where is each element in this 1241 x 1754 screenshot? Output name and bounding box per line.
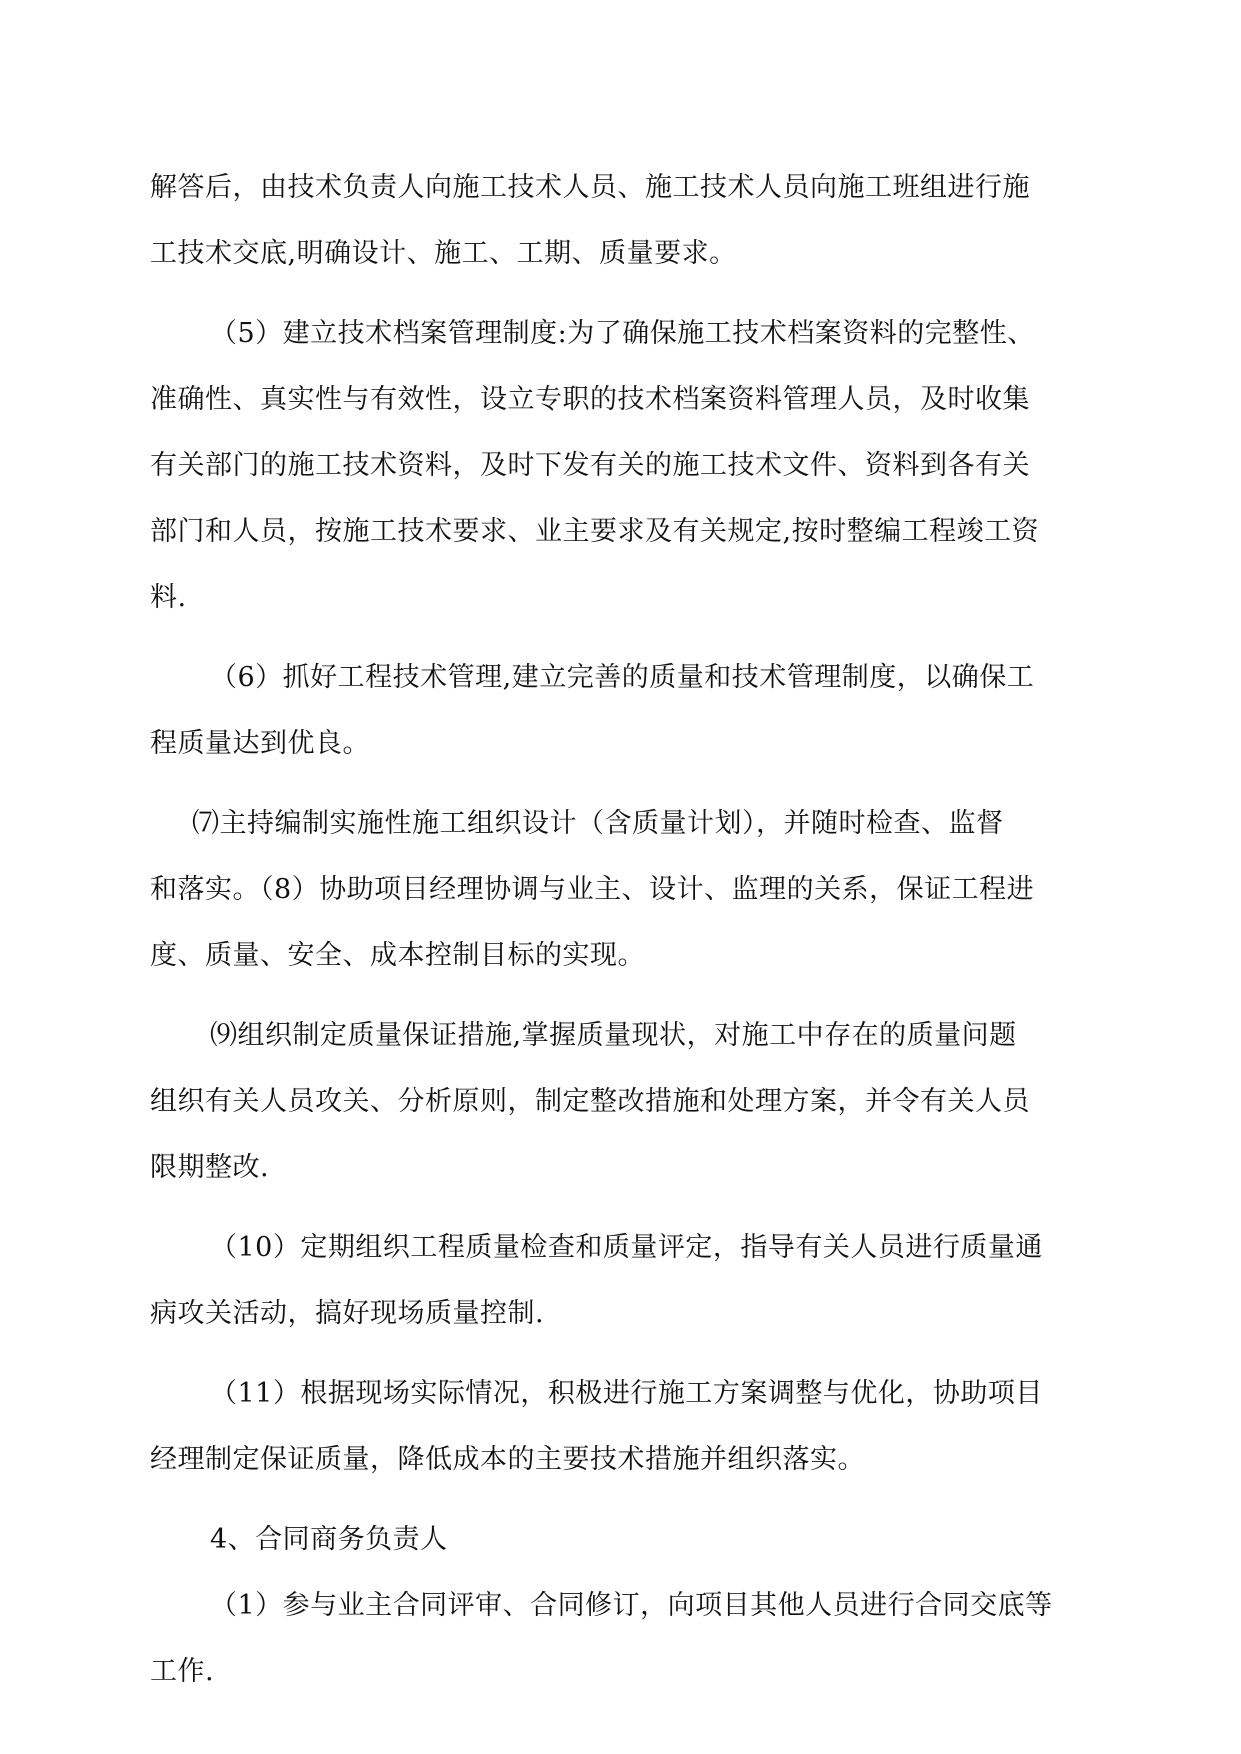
section-heading-contract-manager <box>150 1507 1090 1573</box>
paragraph-item-5 <box>150 301 1090 631</box>
text-line: ⑼组织制定质量保证措施,掌握质量现状，对施工中存在的质量问题 <box>210 1020 1017 1051</box>
paragraph-item-11 <box>150 1361 1090 1493</box>
text-line: 料. <box>150 582 187 613</box>
text-line: 解答后，由技术负责人向施工技术人员、施工技术人员向施工班组进行施 <box>150 172 1030 203</box>
text-line: （5）建立技术档案管理制度:为了确保施工技术档案资料的完整性、 <box>210 318 1035 349</box>
text-line: 4、合同商务负责人 <box>210 1524 448 1555</box>
paragraph-contract-item-1 <box>150 1573 1090 1705</box>
text-line: 有关部门的施工技术资料，及时下发有关的施工技术文件、资料到各有关 <box>150 450 1030 481</box>
text-line: 限期整改. <box>150 1152 270 1183</box>
paragraph-item-9 <box>150 1003 1090 1201</box>
document-body <box>150 155 1090 1705</box>
text-line: 和落实。（8）协助项目经理协调与业主、设计、监理的关系，保证工程进 <box>150 874 1035 905</box>
text-line: 工技术交底,明确设计、施工、工期、质量要求。 <box>150 238 737 269</box>
text-line: 经理制定保证质量，降低成本的主要技术措施并组织落实。 <box>150 1444 865 1475</box>
paragraph-item-7-8 <box>150 791 1090 989</box>
text-line: 准确性、真实性与有效性，设立专职的技术档案资料管理人员，及时收集 <box>150 384 1030 415</box>
text-line: 部门和人员，按施工技术要求、业主要求及有关规定,按时整编工程竣工资 <box>150 516 1040 547</box>
text-line: 组织有关人员攻关、分析原则，制定整改措施和处理方案，并令有关人员 <box>150 1086 1030 1117</box>
text-line: ⑺主持编制实施性施工组织设计（含质量计划），并随时检查、监督 <box>192 808 1004 839</box>
text-line: 工作. <box>150 1656 215 1687</box>
paragraph-item-6 <box>150 645 1090 777</box>
text-line: （6）抓好工程技术管理,建立完善的质量和技术管理制度，以确保工 <box>210 662 1035 693</box>
text-line: 程质量达到优良。 <box>150 728 370 759</box>
text-line: （1）参与业主合同评审、合同修订，向项目其他人员进行合同交底等 <box>210 1590 1053 1621</box>
paragraph-continuation <box>150 155 1090 287</box>
text-line: （10）定期组织工程质量检查和质量评定，指导有关人员进行质量通 <box>210 1232 1043 1263</box>
text-line: 病攻关活动，搞好现场质量控制. <box>150 1298 545 1329</box>
text-line: （11）根据现场实际情况，积极进行施工方案调整与优化，协助项目 <box>210 1378 1043 1409</box>
text-line: 度、质量、安全、成本控制目标的实现。 <box>150 940 645 971</box>
paragraph-item-10 <box>150 1215 1090 1347</box>
